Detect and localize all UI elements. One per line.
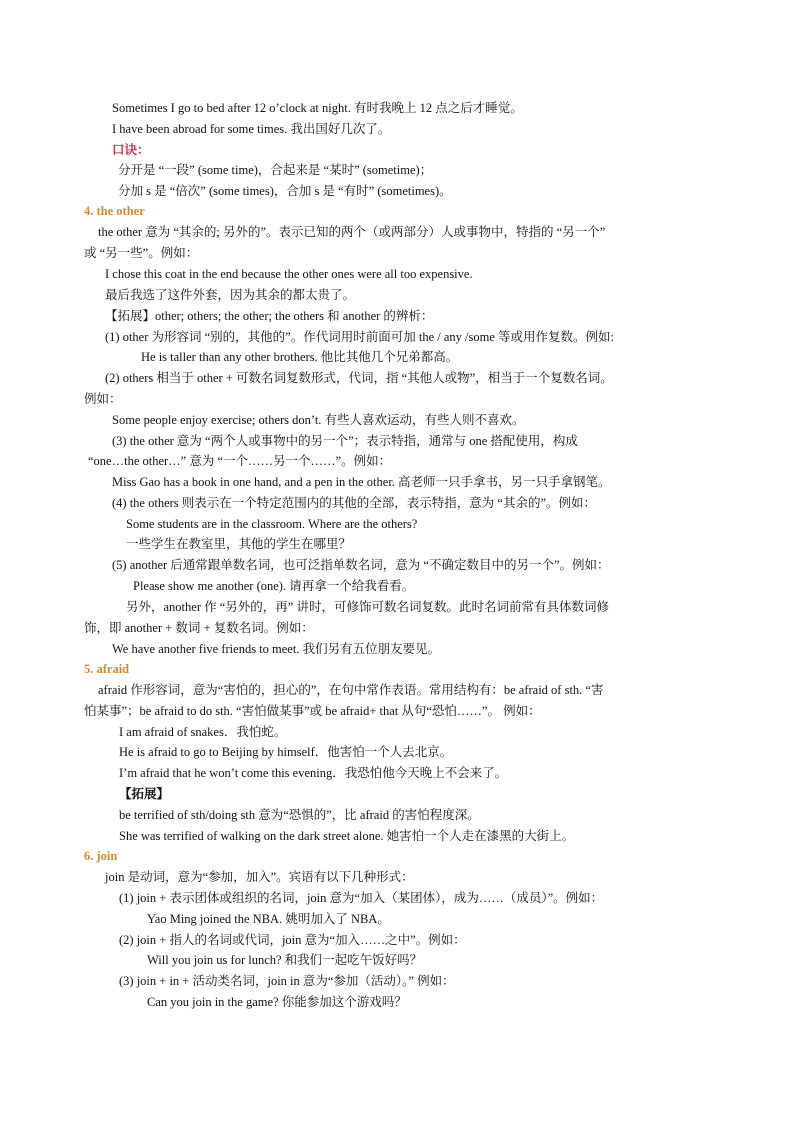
paragraph-line: (3) the other 意为 “两个人或事物中的另一个”；表示特指，通常与 one 搭配使用，构成 (112, 434, 578, 448)
paragraph-line: 饰，即 another + 数词 + 复数名词。例如： (84, 621, 314, 635)
example-sentence: He is taller than any other brothers. 他比其他几个兄弟都高。 (141, 350, 459, 364)
paragraph-line: (4) the others 则表示在一个特定范围内的其他的全部，表示特指，意为 “其余的”。例如： (112, 496, 596, 510)
paragraph-line: (2) join + 指人的名词或代词，join 意为“加入……之中”。例如： (119, 933, 466, 947)
paragraph-line: (3) join + in + 活动类名词，join in 意为“参加（活动）。” 例如： (119, 974, 455, 988)
example-sentence: Sometimes I go to bed after 12 o’clock at night. 有时我晚上 12 点之后才睡觉。 (112, 101, 523, 115)
example-translation: 最后我选了这件外套，因为其余的都太贵了。 (105, 288, 356, 302)
example-sentence: Yao Ming joined the NBA. 姚明加入了 NBA。 (147, 912, 390, 926)
example-sentence: Please show me another (one). 请再拿一个给我看看。 (133, 579, 415, 593)
example-sentence: Some people enjoy exercise; others don’t. 有些人喜欢运动，有些人则不喜欢。 (112, 413, 525, 427)
example-sentence: She was terrified of walking on the dark street alone. 她害怕一个人走在漆黑的大街上。 (119, 829, 575, 843)
example-sentence: Miss Gao has a book in one hand, and a pen in the other. 高老师一只手拿书，另一只手拿钢笔。 (112, 475, 611, 489)
paragraph-line: (1) other 为形容词 “别的，其他的”。作代词用时前面可加 the / any /some 等或用作复数。例如: (105, 330, 614, 344)
section-heading-join: 6. join (84, 849, 118, 863)
paragraph-line: 例如： (84, 392, 122, 406)
section-heading-the-other: 4. the other (84, 204, 145, 218)
mnemonic-label: 口诀： (112, 143, 150, 157)
paragraph-line: afraid 作形容词，意为“害怕的，担心的”，在句中常作表语。常用结构有：be afraid of sth. “害 (98, 683, 604, 697)
paragraph-line: “one…the other…” 意为 “一个……另一个……”。例如： (88, 454, 392, 468)
example-sentence: Will you join us for lunch? 和我们一起吃午饭好吗？ (147, 953, 423, 967)
example-sentence: I chose this coat in the end because the other ones were all too expensive. (105, 267, 473, 281)
example-sentence: I am afraid of snakes．我怕蛇。 (119, 725, 287, 739)
extension-label: 【拓展】 (119, 787, 170, 801)
mnemonic-line: 分开是 “一段” (some time)，合起来是 “某时” (sometime)； (118, 163, 433, 177)
paragraph-line: be terrified of sth/doing sth 意为“恐惧的”，比 afraid 的害怕程度深。 (119, 808, 480, 822)
paragraph-line: (1) join + 表示团体或组织的名词，join 意为“加入（某团体），成为……（成员）”。例如： (119, 891, 604, 905)
paragraph-line: (5) another 后通常跟单数名词，也可泛指单数名词，意为 “不确定数目中的另一个”。例如： (112, 558, 610, 572)
example-sentence: I have been abroad for some times. 我出国好几次了。 (112, 122, 391, 136)
paragraph-line: join 是动词，意为“参加，加入”。宾语有以下几种形式： (105, 870, 414, 884)
paragraph-line: 或 “另一些”。例如： (84, 246, 199, 260)
example-sentence: Some students are in the classroom. Where are the others? (126, 517, 418, 531)
paragraph-line: 怕某事”；be afraid to do sth. “害怕做某事”或 be afraid+ that 从句“恐怕……”。 例如： (84, 704, 541, 718)
extension-note: 【拓展】other; others; the other; the others 和 another 的辨析： (105, 309, 434, 323)
example-sentence: He is afraid to go to Beijing by himself．他害怕一个人去北京。 (119, 745, 453, 759)
example-sentence: I’m afraid that he won’t come this evening．我恐怕他今天晚上不会来了。 (119, 766, 508, 780)
paragraph-line: 另外，another 作 “另外的，再” 讲时，可修饰可数名词复数。此时名词前常有具体数词修 (126, 600, 609, 614)
section-heading-afraid: 5. afraid (84, 662, 130, 676)
paragraph-line: the other 意为 “其余的; 另外的”。表示已知的两个（或两部分）人或事物中，特指的 “另一个” (98, 225, 606, 239)
example-sentence: Can you join in the game? 你能参加这个游戏吗？ (147, 995, 407, 1009)
example-sentence: We have another five friends to meet. 我们另有五位朋友要见。 (112, 642, 441, 656)
example-translation: 一些学生在教室里，其他的学生在哪里？ (126, 537, 352, 551)
mnemonic-line: 分加 s 是 “倍次” (some times)，合加 s 是 “有时” (sometimes)。 (118, 184, 452, 198)
paragraph-line: (2) others 相当于 other + 可数名词复数形式，代词，指 “其他人或物”，相当于一个复数名词。 (105, 371, 613, 385)
